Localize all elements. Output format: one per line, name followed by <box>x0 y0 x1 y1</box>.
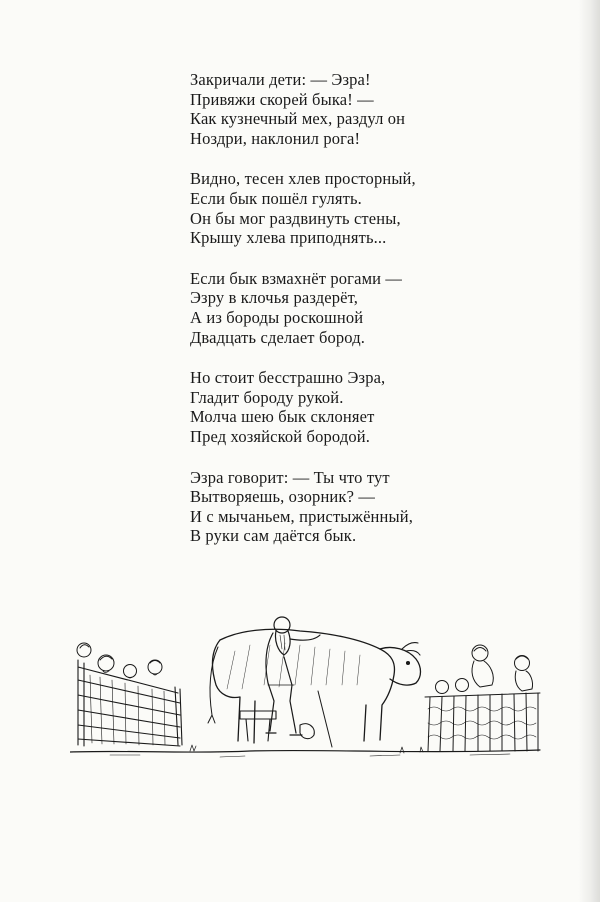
poem-line: Молча шею бык склоняет <box>190 407 375 427</box>
poem-line: Крышу хлева приподнять... <box>190 228 387 248</box>
poem-line: В руки сам даётся бык. <box>190 526 357 546</box>
stanza-1 <box>190 70 520 148</box>
stanza-3 <box>190 269 520 347</box>
poem-line: Эзру в клочья раздерёт, <box>190 288 358 308</box>
poem-line: Гладит бороду рукой. <box>190 387 344 407</box>
bull-figure <box>208 629 421 743</box>
poem-line: Если бык взмахнёт рогами — <box>190 268 403 288</box>
poem-line: Эзра говорит: — Ты что тут <box>190 467 390 487</box>
poem-line: Привяжи скорей быка! — <box>190 89 374 109</box>
poem-line: Двадцать сделает бород. <box>190 327 366 347</box>
poem-line: Ноздри, наклонил рога! <box>190 128 361 148</box>
ground-line <box>70 750 540 752</box>
poem-line: Закричали дети: — Эзра! <box>190 70 371 89</box>
stanza-2 <box>190 169 520 247</box>
stanza-4 <box>190 368 520 446</box>
poem-line: Как кузнечный мех, раздул он <box>190 109 406 129</box>
poem-line: Он бы мог раздвинуть стены, <box>190 208 401 228</box>
poem-line: Если бык пошёл гулять. <box>190 188 362 208</box>
left-fence <box>78 660 182 746</box>
poem-line: И с мычаньем, пристыжённый, <box>190 506 414 526</box>
poem-line: А из бороды роскошной <box>190 307 364 327</box>
left-children <box>77 643 162 678</box>
poem-line: Видно, тесен хлев просторный, <box>190 169 416 189</box>
poem-line: Вытворяешь, озорник? — <box>190 487 375 507</box>
poem-line: Пред хозяйской бородой. <box>190 426 371 446</box>
right-fence <box>425 693 540 751</box>
bull-and-ezra-illustration <box>70 605 550 765</box>
right-children <box>436 645 533 694</box>
stanza-5 <box>190 468 520 546</box>
poem-line: Но стоит бесстрашно Эзра, <box>190 368 386 388</box>
poem <box>190 70 520 567</box>
page-edge-shadow <box>578 0 600 902</box>
